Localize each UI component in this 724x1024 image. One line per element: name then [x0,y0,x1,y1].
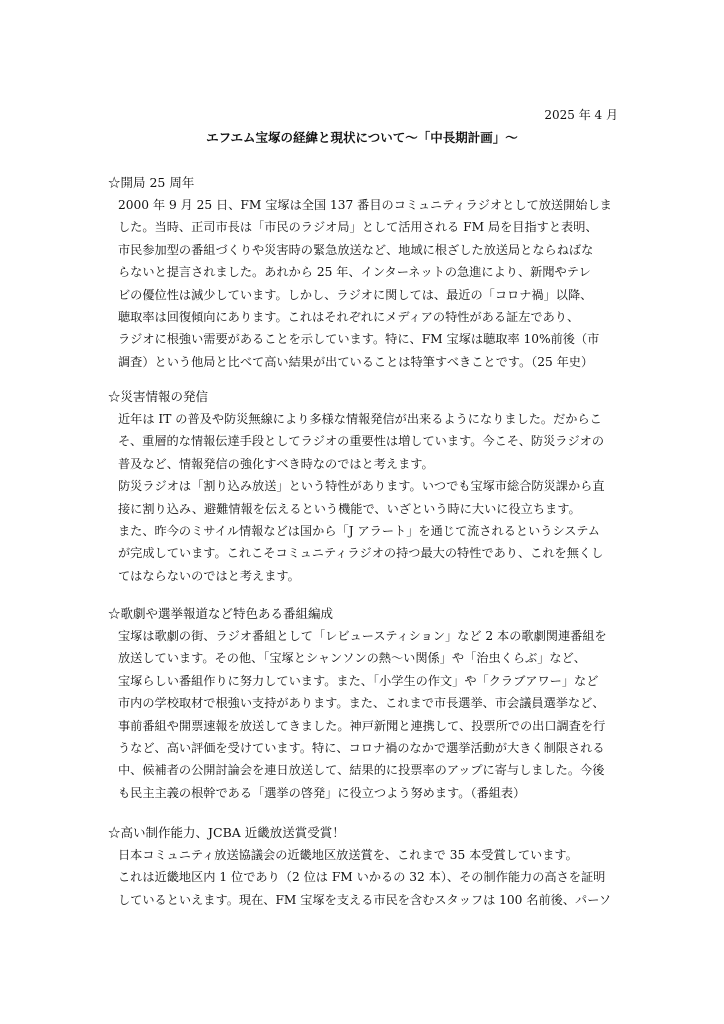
paragraph-line: ビの優位性は減少しています。しかし、ラジオに関しては、最近の「コロナ禍」以降、 [118,287,593,302]
paragraph-line: 放送しています。その他、「宝塚とシャンソンの熱〜い関係」や「治虫くらぶ」など、 [118,651,586,666]
section-heading: ☆歌劇や選挙報道など特色ある番組編成 [108,606,334,621]
paragraph-line: 宝塚は歌劇の街、ラジオ番組として「レビュースティション」など 2 本の歌劇関連番組を [118,629,607,643]
section-jcba-award [108,822,620,911]
paragraph-line: 普及など、情報発信の強化すべき時なのではと考えます。 [118,456,434,471]
paragraph-line: 調査）という他局と比べて高い結果が出ていることは特筆すべきことです。（25 年史） [118,354,594,369]
section-anniversary [108,172,620,373]
paragraph-line: らないと提言されました。あれから 25 年、インターネットの急進により、新聞やテレ [118,265,591,280]
paragraph-line: 防災ラジオは「割り込み放送」という特性があります。いつでも宝塚市総合防災課から直 [118,479,605,494]
paragraph-line: 宝塚らしい番組作りに努力しています。また、「小学生の作文」や「クラブアワー」など [118,673,599,688]
paragraph-line: 2000 年 9 月 25 日、FM 宝塚は全国 137 番目のコミュニティラジオとして放送開始しま [118,198,612,212]
paragraph-line: 事前番組や開票速報を放送してきました。神戸新聞と連携して、投票所での出口調査を行 [118,718,606,733]
section-heading: ☆開局 25 周年 [108,175,195,190]
paragraph-line: てはならないのではと考えます。 [118,568,300,583]
paragraph-line: 市内の学校取材で根強い支持があります。また、これまで市長選挙、市会議員選挙など、 [118,696,605,711]
paragraph-line: した。当時、正司市長は「市民のラジオ局」として活用される FM 局を目指すと表明、 [118,220,598,235]
paragraph-line: ラジオに根強い需要があることを示しています。特に、FM 宝塚は聴取率 10%前後（市 [118,332,600,347]
paragraph-line: また、昨今のミサイル情報などは国から「J アラート」を通じて流されるというシステム [118,524,600,539]
section-programming [108,603,620,804]
section-heading: ☆高い制作能力、JCBA 近畿放送賞受賞！ [108,825,345,840]
section-disaster-info [108,386,620,587]
paragraph-line: 聴取率は回復傾向にあります。これはそれぞれにメディアの特性がある証左であり、 [118,310,580,325]
paragraph-line: 近年は IT の普及や防災無線により多様な情報発信が出来るようになりました。だからこ [118,412,602,426]
paragraph-line: しているといえます。現在、FM 宝塚を支える市民を含むスタッフは 100 名前後、パーソ [118,892,612,907]
paragraph-line: が完成しています。これこそコミュニティラジオの持つ最大の特性であり、これを無くし [118,546,604,561]
paragraph-line: 接に割り込み、避難情報を伝えるという機能で、いざという時に大いに役立ちます。 [118,501,581,516]
paragraph-line: 市民参加型の番組づくりや災害時の緊急放送など、地域に根ざした放送局とならねばな [118,242,594,257]
paragraph-line: うなど、高い評価を受けています。特に、コロナ禍のなかで選挙活動が大きく制限される [118,741,605,756]
paragraph-line: そ、重層的な情報伝達手段としてラジオの重要性は増しています。今こそ、防災ラジオの [118,434,605,449]
paragraph-line: 中、候補者の公開討論会を連日放送して、結果的に投票率のアップに寄与しました。今後 [118,763,605,778]
document-title: エフエム宝塚の経緯と現状について〜「中長期計画」〜 [206,130,518,145]
section-heading: ☆災害情報の発信 [108,389,209,404]
paragraph-line: も民主主義の根幹である「選挙の啓発」に役立つよう努めます。（番組表） [118,785,526,800]
document-date: 2025 年 4 月 [544,108,618,122]
paragraph-line: これは近畿地区内 1 位であり（2 位は FM いかるの 32 本）、その制作能力の高さを証明 [118,870,606,885]
paragraph-line: 日本コミュニティ放送協議会の近畿地区放送賞を、これまで 35 本受賞しています。 [118,848,578,862]
